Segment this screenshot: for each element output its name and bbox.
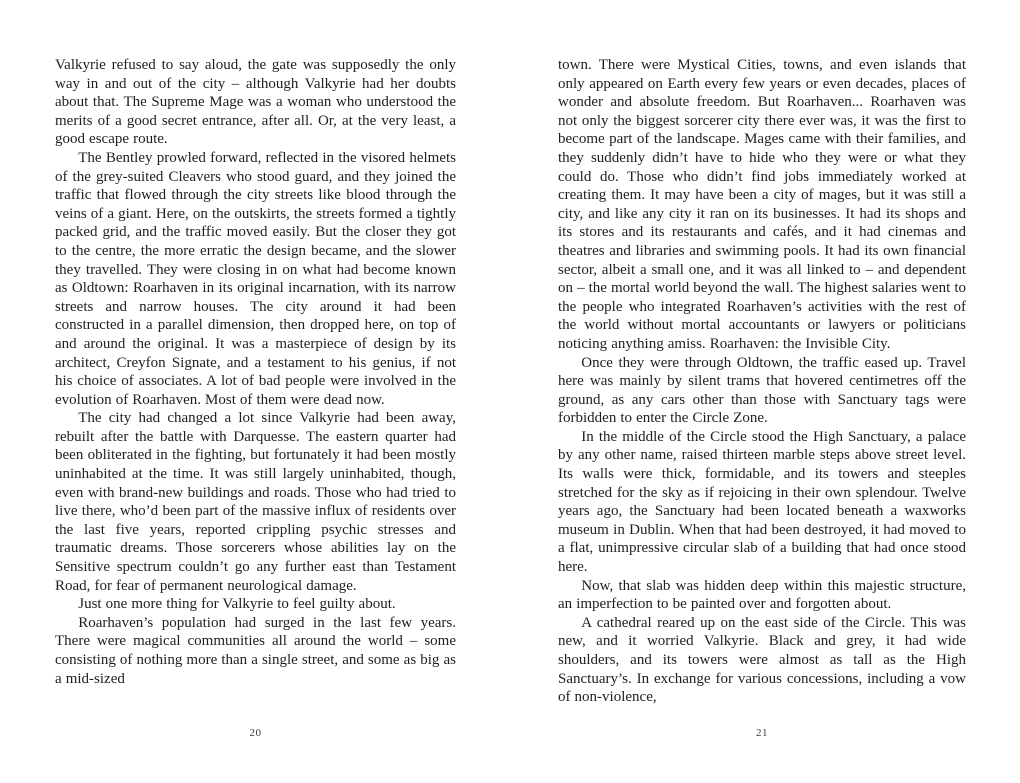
paragraph: A cathedral reared up on the east side of the Circle. This was new, and it worried Valkyrie. Black and grey, it had wide shoulders, and its towers were almost as tall as the High Sanctuary’s. In exchange for various concessions, including a vow of non-violence, [558, 614, 966, 706]
paragraph: In the middle of the Circle stood the High Sanctuary, a palace by any other name, raised thirteen marble steps above street level. Its walls were thick, formidable, and its towers and steeples stretched for the sky as if rejoicing in their own splendour. Twelve years ago, the Sanctuary had been located beneath a waxworks museum in Dublin. When that had been destroyed, it had moved to a flat, unimpressive circular slab of a building that had once stood here. [558, 428, 966, 576]
right-page [510, 0, 1020, 783]
left-page-text [55, 56, 456, 688]
paragraph: town. There were Mystical Cities, towns, and even islands that only appeared on Earth every few years or even decades, places of wonder and absolute freedom. But Roarhaven... Roarhaven was not only the biggest sorcerer city there ever was, it was the first to become part of the landscape. Mages came with their families, and they suddenly didn’t have to hide who they were or what they could do. Those who didn’t find jobs immediately worked at creating them. It may have been a city of mages, but it was still a city, and like any city it ran on its businesses. It had its shops and its stores and its restaurants and cafés, and it had cinemas and theatres and libraries and swimming pools. It had its own financial sector, albeit a small one, and it was all linked to – and dependent on – the mortal world beyond the wall. The highest salaries went to the people who integrated Roarhaven’s activities with the rest of the world without mortal accountants or lawyers or politicians noticing anything amiss. Roarhaven: the Invisible City. [558, 57, 966, 352]
paragraph: Once they were through Oldtown, the traffic eased up. Travel here was mainly by silent trams that hovered centimetres off the ground, as any cars other than those with Sanctuary tags were forbidden to enter the Circle Zone. [558, 354, 966, 427]
paragraph: The Bentley prowled forward, reflected in the visored helmets of the grey-suited Cleavers who stood guard, and they joined the traffic that flowed through the city streets like blood through the veins of a giant. Here, on the outskirts, the streets formed a tightly packed grid, and the traffic moved easily. But the closer they got to the centre, the more erratic the design became, and the slower they travelled. They were closing in on what had become known as Oldtown: Roarhaven in its original incarnation, with its narrow streets and narrow houses. The city around it had been constructed in a parallel dimension, then dropped here, on top of and around the original. It was a masterpiece of design by its architect, Creyfon Signate, and a testament to his genius, if not his choice of associates. A lot of bad people were involved in the evolution of Roarhaven. Most of them were dead now. [55, 149, 456, 408]
paragraph: Roarhaven’s population had surged in the last few years. There were magical communities all around the world – some consisting of nothing more than a single street, and some as big as a mid-sized [55, 614, 456, 687]
paragraph: Valkyrie refused to say aloud, the gate was supposedly the only way in and out of the city – although Valkyrie had her doubts about that. The Supreme Mage was a woman who understood the merits of a good secret entrance, after all. Or, at the very least, a good escape route. [55, 57, 456, 148]
paragraph: The city had changed a lot since Valkyrie had been away, rebuilt after the battle with Darquesse. The eastern quarter had been obliterated in the fighting, but fortunately it had been mostly uninhabited at the time. It was still largely uninhabited, though, even with brand-new buildings and roads. Those who had tried to live there, who’d been part of the massive influx of residents over the last five years, reported crippling psychic stresses and traumatic dreams. Those sorcerers whose abilities lay on the Sensitive spectrum couldn’t go any further east than Testament Road, for fear of permanent neurological damage. [55, 410, 456, 594]
page-number-left: 20 [249, 727, 262, 739]
page-number-right: 21 [756, 727, 768, 739]
right-page-text [558, 56, 966, 707]
paragraph: Now, that slab was hidden deep within this majestic structure, an imperfection to be painted over and forgotten about. [558, 577, 966, 613]
paragraph: Just one more thing for Valkyrie to feel guilty about. [78, 596, 396, 613]
